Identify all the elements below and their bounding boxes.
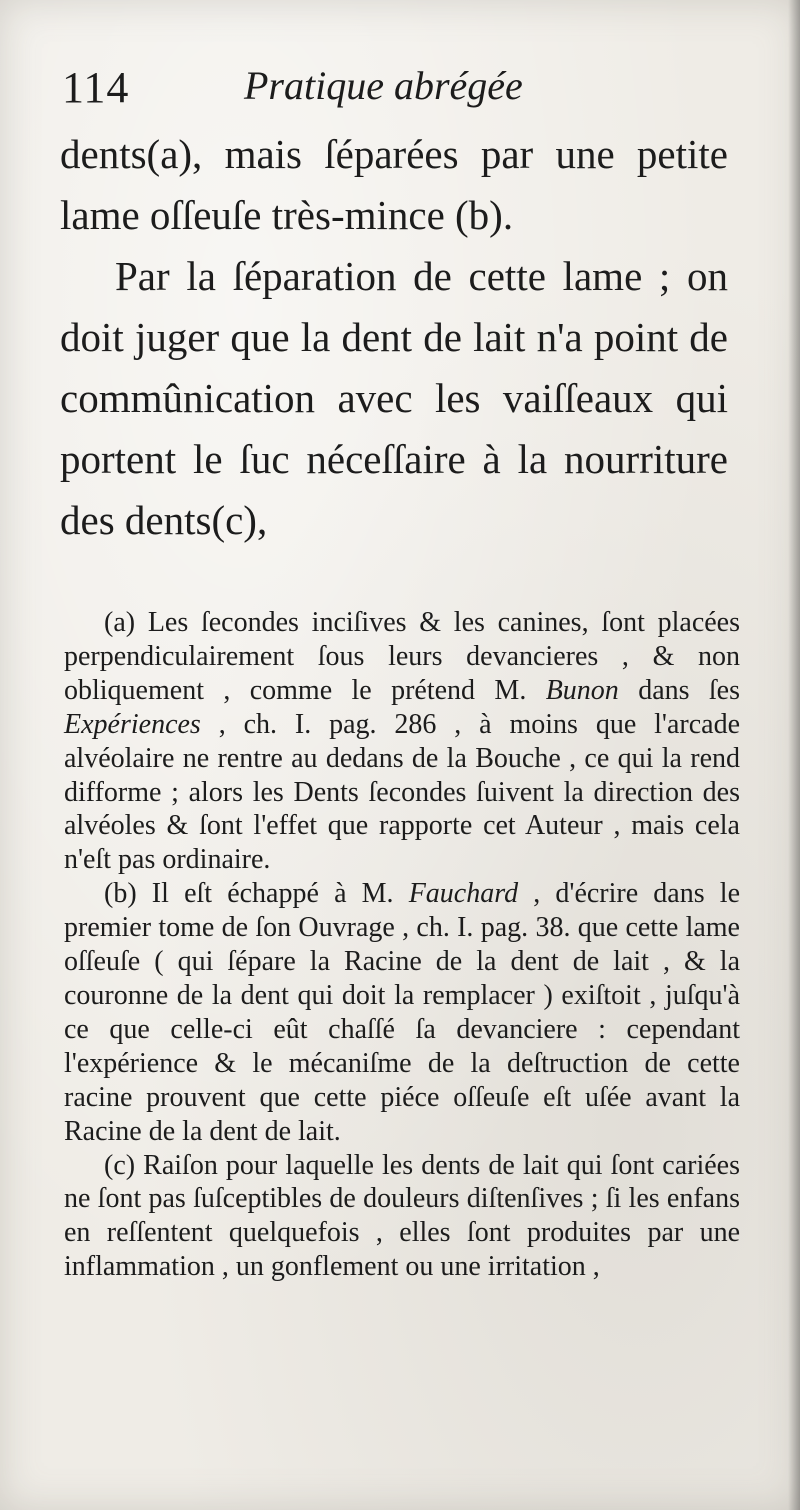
- footnote-text: , d'écrire dans le premier tome de ſon Ouvrage , ch. I. pag. 38. que cette lame oſſeuſe ( qui ſépare la Racine de la dent de lait , & la couronne de la dent qui doit la remplacer ) exiſtoit , juſqu'à ce que celle-ci eût chaſſé ſa devanciere : cependant l'expérience & le mécaniſme de la deſtruction de cette racine prouvent que cette piéce oſſeuſe eſt uſée avant la Racine de la dent de lait.: [64, 878, 740, 1147]
- footnote-c: [64, 1149, 740, 1285]
- paragraph-continuation: dents(a), mais ſéparées par une petite lame oſſeuſe très-mince (b).: [60, 131, 728, 238]
- footnote-text: , ch. I. pag. 286 , à moins que l'arcade alvéolaire ne rentre au dedans de la Bouche , ce qui la rend difforme ; alors les Dents ſecondes ſuivent la direction des alvéoles & ſont l'effet que rapporte cet Auteur , mais cela n'eſt pas ordinaire.: [64, 708, 740, 876]
- main-text: [60, 124, 728, 551]
- footnote-a: [64, 606, 740, 877]
- footnote-b: [64, 877, 740, 1148]
- running-title: Pratique abrégée: [244, 63, 523, 108]
- footnote-text: dans ſes: [618, 674, 740, 706]
- paragraph: Par la ſéparation de cette lame ; on doit juger que la dent de lait n'a point de commûnication avec les vaiſſeaux qui portent le ſuc néceſſaire à la nourriture des dents(c),: [60, 253, 728, 543]
- footnote-marker: (c): [104, 1149, 136, 1181]
- footnote-text: Il eſt échappé à M.: [136, 878, 409, 910]
- footnote-marker: (a): [104, 607, 136, 638]
- page-header: [62, 62, 760, 112]
- footnote-marker: (b): [104, 878, 137, 910]
- author-name: Bunon: [545, 674, 619, 706]
- work-title: Expériences: [64, 708, 201, 740]
- footnote-text: Les ſecondes inciſives & les canines, ſont placées perpendiculairement ſous leurs devancieres , & non obliquement , comme le prétend M.: [64, 607, 740, 706]
- page-edge-shadow: [788, 0, 800, 1510]
- page-number: 114: [62, 63, 130, 112]
- footnotes: [64, 606, 740, 1284]
- author-name: Fauchard: [408, 878, 519, 910]
- footnote-text: Raiſon pour laquelle les dents de lait qui ſont cariées ne ſont pas ſuſceptibles de douleurs diſtenſives ; ſi les enfans en reſſentent quelquefois , elles ſont produites par une inflammation , un gonflement ou une irritation ,: [64, 1149, 740, 1283]
